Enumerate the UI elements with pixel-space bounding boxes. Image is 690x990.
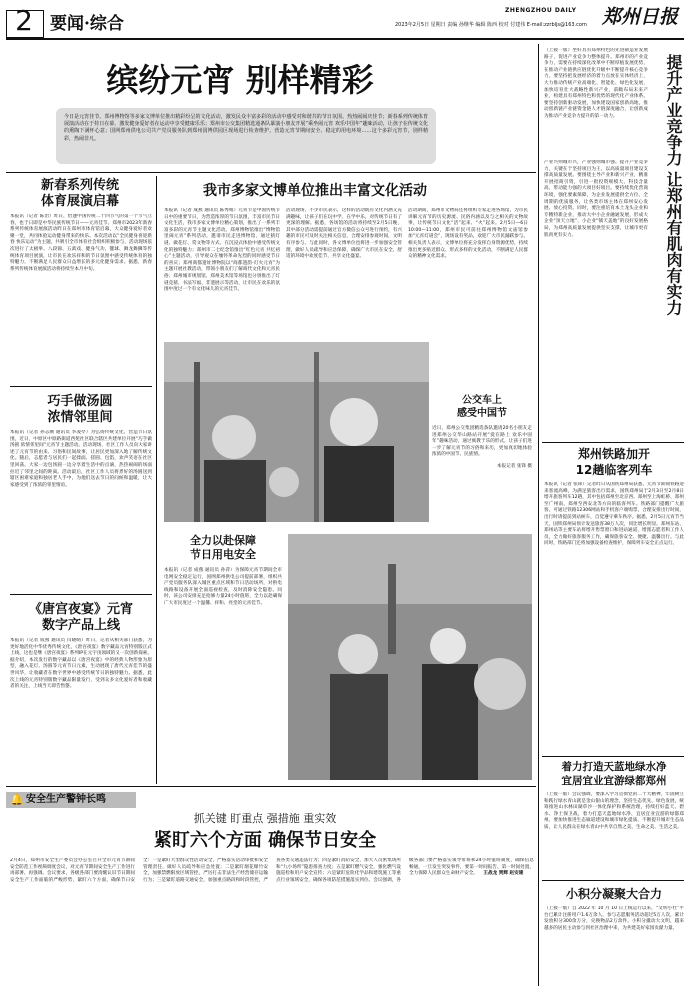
- article-body-museums-col1: 本报讯（记者 成燕 通讯员 陈秀娟）元宵节是中国传统节日中的重要节日，为营造浓厚的节日氛围，丰富市民节日文化生活，我市多家文博单位精心策划，推出了一系列丰富多彩的元宵节主题文化活动。郑州博物馆推出“博物馆里闹元宵”系列活动，邀请市民走进博物馆，通过猜灯谜、做花灯、赏文物等方式，在沉浸式体验中感受传统文化的独特魅力；郑州市二七纪念馆推出“红色元宵 共忆初心”主题活动，引导观众在缅怀革命先烈的同时感受节日的喜庆；郑州商都遗址博物院以“商都遗韵·灯火元宵”为主题开展社教活动，带领小朋友们了解商代文化和元宵民俗；郑州城市规划馆、郑州美术馆等场馆也分别推出了灯谜竞猜、书法写福、非遗展示等活动，让市民在欢乐的氛围中度过一个有文化味儿的元宵佳节。: [164, 208, 280, 293]
- article-title-digital: 《唐宫夜宴》元宵 数字产品上线: [28, 602, 133, 633]
- safety-tag: [6, 792, 136, 808]
- masthead-rule: [6, 38, 684, 40]
- photo-bus-children-image: [164, 342, 429, 522]
- right-divider-1: [542, 442, 684, 443]
- canal-title: 着力打造天蓝地绿水净 宜居宜业宜游绿都郑州: [561, 761, 667, 787]
- article-body-museums-col2: 活动现场，不少市民表示，这样的活动既有文化内涵又充满趣味，让孩子们在玩中学、在学中乐，对传统节日有了更深的理解。据悉，各场馆的活动将持续至2月5日晚，其中部分活动需提前通过官方微信公众号进行预约，有兴趣的市民可及时关注相关信息，合理安排参观时间，文明有序参与。与此同时，各文博单位也将进一步加强安全管理，做好人员疏导和应急保障，确保广大市民在安全、舒适的环境中欢度佳节，共享文化盛宴。: [286, 208, 402, 260]
- col1-vrule: [156, 176, 157, 784]
- commentary-title: 提升产业竞争力 让郑州有肌肉有实力: [664, 54, 683, 316]
- canal-body: （上接一版）会议强调，要深入学习贯彻党的二十大精神，牢固树立和践行绿水青山就是金山银山的理念，坚持生态优先、绿色发展，统筹推进山水林田湖草沙一体化保护和系统治理，持续打好蓝天、碧水、净土保卫战，着力打造天蓝地绿水净、宜居宜业宜游的绿都郑州。要加快推进生态廊道建设和城市绿化提质，不断提升城市生态品质，让人民群众在绿水青山中共享自然之美、生命之美、生活之美。: [544, 792, 684, 830]
- safety-body: [10, 858, 534, 986]
- rail-title: 郑州铁路加开 12趟临客列车: [575, 447, 653, 477]
- safety-title: 紧盯六个方面 确保节日安全: [153, 830, 377, 851]
- article-title-sports: 新春系列传统 体育展演启幕: [40, 178, 119, 209]
- safety-top-rule: [6, 786, 536, 787]
- paper-name-en: ZHENGZHOU DAILY: [505, 7, 577, 14]
- alarm-bell-icon: 🔔: [10, 793, 24, 806]
- lead-divider: [6, 172, 536, 173]
- photo1-credit: 本报记者 张锋 摄: [496, 463, 532, 469]
- col1-divider-1: [10, 386, 152, 387]
- bottom-body: （上接一版）自 2022 年 10 月 10 日上线运行以来，“文明小社”平台已累计注册用户1.6万余人，参与志愿服务活动超过5万人次，累计发放积分300余万分，兑换物品2万余件。小积分撬动大文明，越来越多的居民主动参与到社区治理中来，为共建美好家园贡献力量。: [544, 906, 684, 931]
- safety-byline: 王战龙 贾辉 赵安建: [483, 871, 524, 877]
- photo-power-workers-image: [288, 534, 532, 780]
- right-divider-3: [542, 880, 684, 881]
- photo2-caption-title: 全力以赴保障 节日用电安全: [190, 534, 256, 561]
- lead-title: 缤纷元宵 别样精彩: [106, 61, 374, 99]
- safety-subtitle: 抓关键 盯重点 强措施 重实效: [193, 812, 337, 825]
- col1-divider-2: [10, 594, 152, 595]
- photo-power-workers: [288, 534, 532, 780]
- page-number: 2: [15, 4, 33, 37]
- photo1-caption-title: 公交车上 感受中国节: [457, 395, 507, 419]
- photo2-caption-box: [164, 534, 282, 774]
- safety-tag-text: 安全生产警钟长鸣: [26, 794, 106, 805]
- right-intro-body: （上接一版）坐好具有郑州特色的先进制造业发展路子，促进产业竞争力整体提升。郑州市的产业竞争力，需要在持续深化改革中不断厚植发展优势，在推动产业链供应链优化升级中不断提升核心竞争力。要坚持把发展经济的着力点放在实体经济上，大力推动传统产业高端化、智能化、绿色化发展，加快培育壮大战略性新兴产业，前瞻布局未来产业，构建具有郑州特色和优势的现代化产业体系。要坚持创新驱动发展，加快建设国家创新高地，推动创新链产业链资金链人才链深度融合，让创新成为推动产业竞争力提升的第一动力。: [544, 48, 648, 119]
- photo-bus-children: [164, 342, 429, 522]
- article-title-tangyuan: 巧手做汤圆 浓情邻里间: [47, 394, 113, 425]
- bottom-title: 小积分凝聚大合力: [565, 887, 662, 901]
- article-body-sports: 本报讯（记者 陈治）昨日，恰逢中国传统二十四节气的第一个节气立春，也于日即是中华民族传统节日——元宵佳节。郑州市2023年新春系列传统体育展演活动昨日在郑州市体育馆启幕，大众健身爱好者欢聚一堂，共同体验运动健身带来的快乐。本次活动以“全民健身喜迎新春 快乐运动”为主题，共吸引全市体育社会组织积极参与，活动现场依次进行了太极拳、八段锦、五禽戏、健身气功、毽球、舞龙舞狮等传统体育项目展演，让市民在欢乐祥和的节日氛围中感受传统体育的独特魅力，不断满足人民群众日益增长的多元化健身需求。据悉，新春系列传统体育展演活动将持续至本月中旬。: [10, 214, 152, 272]
- right-divider-2: [542, 756, 684, 757]
- right-vrule: [538, 44, 539, 986]
- photo2-caption-body: 本报讯（记者 成燕 通讯员 孙萍）为保障元宵节期间全市电网安全稳定运行，国网郑州供电公司提前部署，组织共产党员服务队深入城区重点区域和节日活动场所，对供电线路和设备开展全面巡视检查，及时消除安全隐患。同时，该公司安排充足抢修力量24小时值班，全力以赴确保广大市民度过一个温馨、祥和、亮堂的元宵佳节。: [164, 568, 282, 606]
- commentary-body: 产业兴则城市兴，产业强则城市强。提升产业竞争力，关键在于坚持项目为王，以高质量项目建设支撑高质量发展。要围绕主导产业和新兴产业，精准开展招商引资，引进一批投资规模大、科技含量高、带动能力强的大项目好项目。要持续优化营商环境，强化要素保障，为企业发展提供全方位、全周期的优质服务，让各类市场主体在郑州安心发展、放心投资。同时，要注重培育本土龙头企业和专精特新企业，推动大中小企业融通发展，形成大企业“顶天立地”、小企业“铺天盖地”的良好发展格局，为郑州高质量发展提供坚实支撑，让城市更有肌肉更有实力。: [544, 160, 648, 238]
- section-name: 要闻·综合: [50, 14, 124, 34]
- article-body-tangyuan: 本报讯（记者 孙志刚 通讯员 李凌亭）为弘扬传统文化，营造节日氛围，近日，中原区中原路街道西苑社区联合辖区共建单位开展“巧手做汤圆 浓情邻里间”元宵节主题活动。活动现场，社区工作人员向大家讲述了元宵节的由来、习俗和民间故事，让居民更加深入地了解传统文化。随后，志愿者与居民们一起揉面、搓圆、包馅，欢声笑语在社区里回荡。大家一边包汤圆一边分享着生活中的点滴，热热闹闹的场面拉近了邻里之间的距离。活动最后，社区工作人员将煮好的汤圆送到辖区困难家庭和独居老人手中，为他们送去节日的问候和温暖，让大家感受到了浓浓的邻里情谊。: [10, 430, 152, 488]
- lead-banner-text: 今日是元宵佳节。郑州博物馆等多家文博单位推出精彩纷呈的文化活动，激发民众丰富多彩的活动中感受对和谐共的节日氛围。热热闹闹庆佳节；新春系列传统体育展演活动在于持日在幕，激发健身爱好者在运动中享受健康乐乐；郑州市公交集团精选通条队暴演小朋友开展“乘坐闹元宵 欢乐中国年”趣味活动，让孩子在传统文化的熏陶下满怀心意；国网郑州供电公司共产党员服务队到郑州国博供园区现场进行检查维护，营造元宵节期间安全、稳定的用电环境……这个多彩元宵节，别样精彩，热闹非凡。: [64, 114, 428, 142]
- paper-logo-icon: 郑州日报: [602, 6, 679, 28]
- article-body-digital: 本报讯（记者 成燕 通讯员 闫晓晴）昨日，记者从相关部门获悉，为更好地活化中华优秀传统文化，《唐宫夜宴》数字藏品元宵特别版正式上线，这也是继《唐宫夜宴》系列IP在元宇宙领域的又一次创新探索。据介绍，本次发行的数字藏品以《唐宫夜宴》中的经典人物形象为原型，融入花灯、汤圆等元宵节日元素，生动展现了唐代元宵佳节的盛世风华，让收藏者在数字世界中感受传统节日的独特魅力。据悉，此次上线的元宵特别版数字藏品限量发行，受到众多文化爱好者和收藏者的关注，上线当天即告售罄。: [10, 638, 152, 690]
- rail-body: 本报讯（记者 张锋）记者昨日从国铁郑州局获悉，元宵节期间铁路迎来客流高峰，为满足旅客出行需求，国铁郑州局于2月3日至2月8日增开旅客列车12趟，其中包括郑州至北京西、郑州至上海虹桥、郑州至广州南、郑州至西安北等方向的临客列车。铁路部门提醒广大旅客，可通过铁路12306网站和手机客户端购票，合理安排出行时间，出行时请提前到站候车，自觉遵守乘车秩序。据悉，2月5日元宵节当天，国铁郑州局预计发送旅客38万人次，同比增长明显。郑州东站、郑州站等主要车站将增开售票窗口和进站通道，增派志愿者和工作人员，全力做好旅客服务工作，确保旅客安全、便捷、温馨出行。与此同时，铁路部门还将加强设备检查维护，保障列车安全正点运行。: [544, 482, 684, 547]
- masthead: [0, 0, 690, 40]
- photo1-caption-box: [432, 342, 532, 522]
- dateline: 2023年2月5日 星期日 责编 孙继华 编辑 陈西 校对 付建伟 E-mail:zzrbljs@163.com: [395, 22, 587, 28]
- article-body-museums-col3: 活动期间，郑州市文物局还将组织专家走进各场馆，为市民讲解元宵节的历史源流、民俗内涵以及与之相关的文物故事，让传统节日文化“活”起来、“火”起来。2月5日—6日10:00—11:00，郑州市民可前往郑州博物馆文庙馆参加“元宵灯谜会”，现场设有奖品，欢迎广大市民踊跃参与。相关负责人表示，文博单位将充分发挥自身资源优势，持续推出更多贴近群众、形式多样的文化活动，不断满足人民群众的精神文化需求。: [408, 208, 528, 260]
- lead-banner: [56, 108, 436, 164]
- safety-body-text: 2月4日，郑州市安全生产委员会办公室召开全市元宵节期间安全防范工作视频调度会议，对元宵节期间安全生产工作进行再部署、再强调。会议要求，各级各部门要清醒认识节日期间安全生产工作面临的严峻形势，紧盯六个方面，确保节日安全：一是紧盯大型群众性活动安全，严格落实活动审批和安全管理责任，做好人员疏导和应急处置；二是紧盯烟花爆竹安全，加强禁燃限放区域管控，严厉打击非法生产经营储存运输行为；三是紧盯道路交通安全，加强重点路段和时段管控，严查各类交通违法行为；四是紧盯消防安全，加大人员密集场所和“九小场所”隐患排查力度；五是紧盯燃气安全，强化燃气设施巡检和用户安全宣传；六是紧盯危险化学品和建筑施工等重点行业领域安全，确保各项防范措施落实到位。会议强调，各级各部门要严格落实领导带班和24小时值班制度，确保信息畅通，一旦发生突发事件，要第一时间报告、第一时间处置，全力保障人民群众生命财产安全。: [10, 858, 534, 883]
- article-title-museums: 我市多家文博单位推出丰富文化活动: [203, 183, 427, 199]
- photo1-caption-body: 近日，郑州公交集团精选条队邀请20名小朋友走进郑州公交华山路站开展“爱在路上 欢乐中国年”趣味活动，通过寓教于乐的形式，让孩子们进一步了解元宵节的习俗和来历，更加真切地体验浓浓的中国节、民族情。: [432, 426, 532, 458]
